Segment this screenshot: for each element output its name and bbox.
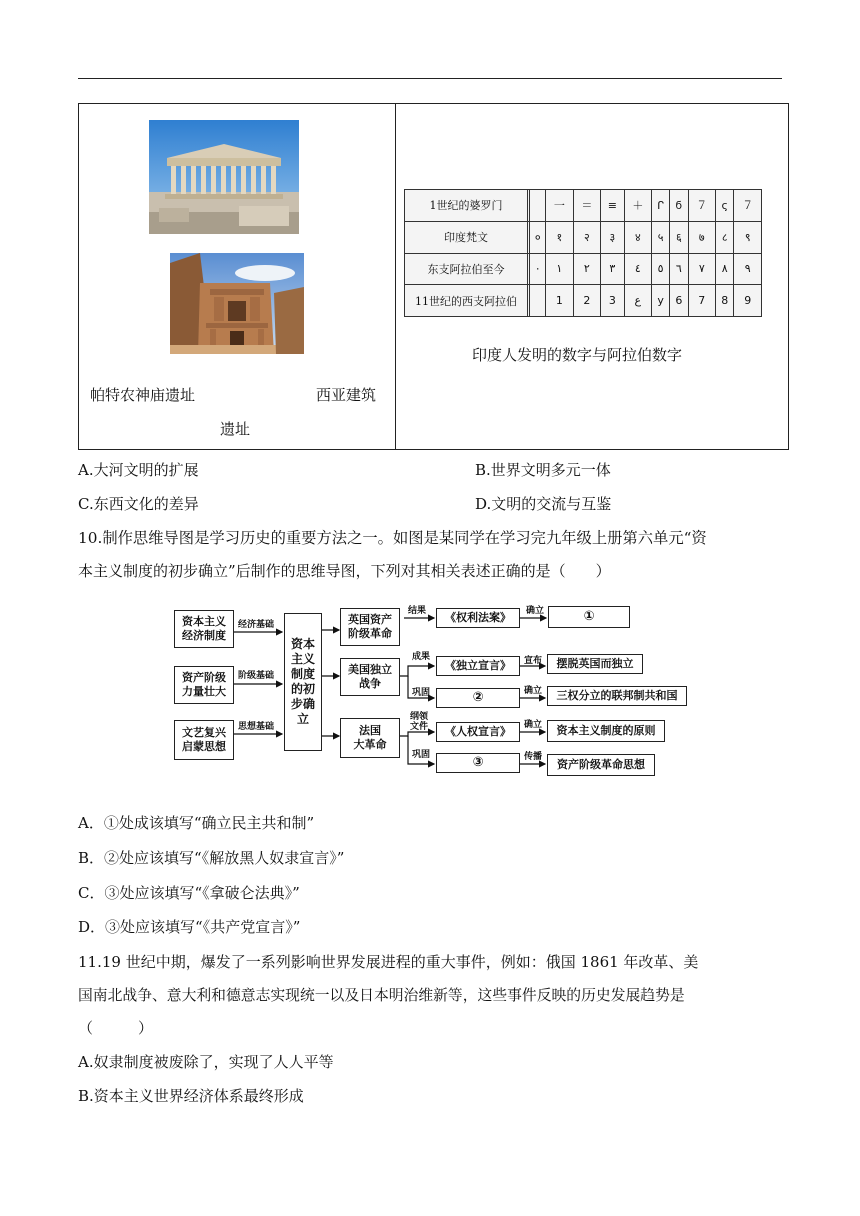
numeral-cell: ٧ [688,253,716,285]
q10-option-d[interactable]: D．③处应该填写“《共产党宣言》” [78,918,301,936]
label-confirm-2: 确立 [524,686,543,696]
q11-stem-line1: 11.19 世纪中期，爆发了一系列影响世界发展进程的重大事件，例如：俄国 1861 年改革、美 [78,953,699,971]
label-economic-basis: 经济基础 [238,620,275,630]
numeral-cell: ٢ [573,253,601,285]
q10-option-a[interactable]: A．①处成该填写“确立民主共和制” [78,814,315,832]
numeral-cell: ς [716,190,734,222]
numeral-cell: ٩ [734,253,762,285]
node-declaration-independence: 《独立宣言》 [436,656,520,676]
numeral-cell: ٨ [716,253,734,285]
numeral-cell: ५ [652,221,670,253]
numeral-cell: y [652,285,670,317]
numeral-cell: ٦ [670,253,688,285]
caption-west-asia-cont: 遗址 [220,420,251,438]
label-declare: 宣布 [524,656,543,666]
numeral-cell: ＝ [573,190,601,222]
numeral-row-label: 印度梵文 [405,221,528,253]
numeral-cell: ≡ [601,190,624,222]
node-federal-republic: 三权分立的联邦制共和国 [547,686,687,706]
numeral-row-label: 东支阿拉伯至今 [405,253,528,285]
numeral-cell: ८ [716,221,734,253]
numeral-cell: 2 [573,285,601,317]
numeral-cell: ع [624,285,652,317]
numeral-cell: ६ [670,221,688,253]
q10-option-c[interactable]: C．③处应该填写“《拿破仑法典》” [78,884,300,902]
numeral-cell [530,190,546,222]
q9-option-b[interactable]: B.世界文明多元一体 [475,461,611,479]
numeral-row [405,221,762,253]
label-thought-basis: 思想基础 [238,722,275,732]
numeral-cell [530,285,546,317]
image-table [78,103,789,450]
numeral-cell: 3 [601,285,624,317]
label-achievement: 成果 [412,652,431,662]
q11-option-a[interactable]: A.奴隶制度被废除了，实现了人人平等 [78,1053,334,1071]
q9-option-d[interactable]: D.文明的交流与互鉴 [475,495,612,513]
q11-option-b[interactable]: B.资本主义世界经济体系最终形成 [78,1087,304,1105]
label-confirm-1: 确立 [526,606,545,616]
numeral-cell: ٣ [601,253,624,285]
numeral-cell: ７ [734,190,762,222]
label-spread: 传播 [524,752,543,762]
q9-option-a[interactable]: A.大河文明的扩展 [78,461,199,479]
caption-parthenon: 帕特农神庙遗址 [90,386,196,404]
numeral-cell: ７ [688,190,716,222]
label-program-document: 纲领 文件 [410,712,429,732]
numeral-cell: ＋ [624,190,652,222]
label-confirm-3: 确立 [524,720,543,730]
node-declaration-rights-of-man: 《人权宣言》 [436,722,520,742]
numeral-cell: ٤ [624,253,652,285]
node-enlightenment: 文艺复兴 启蒙思想 [174,720,234,760]
node-blank-3: ③ [436,753,520,773]
numeral-cell: ३ [601,221,624,253]
node-bill-of-rights: 《权利法案》 [436,608,520,628]
mind-map [172,604,692,782]
parthenon-photo [149,120,299,234]
numeral-cell: 7 [688,285,716,317]
numeral-cell: 8 [716,285,734,317]
numeral-cell: ٠ [530,253,546,285]
q9-option-c[interactable]: C.东西文化的差异 [78,495,199,513]
label-consolidate-2: 巩固 [412,750,431,760]
node-central-topic: 资本 主义 制度 的初 步确 立 [284,613,322,751]
caption-numerals: 印度人发明的数字与阿拉伯数字 [472,346,683,364]
node-blank-1: ① [548,606,630,628]
node-american-independence: 美国独立 战争 [340,658,400,696]
numeral-cell: ١ [546,253,574,285]
numeral-cell: ० [530,221,546,253]
numeral-row [405,253,762,285]
numeral-row-label: 1世纪的婆罗门 [405,190,528,222]
caption-west-asia: 西亚建筑 [316,386,377,404]
node-capitalist-principles: 资本主义制度的原则 [547,720,665,742]
numeral-cell: ४ [624,221,652,253]
q11-stem-line2: 国南北战争、意大利和德意志实现统一以及日本明治维新等，这些事件反映的历史发展趋势是 [78,987,685,1004]
label-class-basis: 阶级基础 [238,671,275,681]
node-french-revolution: 法国 大革命 [340,718,400,758]
node-capitalist-economy: 资本主义 经济制度 [174,610,234,648]
q11-stem-line3: （ ） [78,1019,154,1037]
numeral-cell: 1 [546,285,574,317]
node-bourgeoisie-growth: 资产阶级 力量壮大 [174,666,234,704]
numeral-row-label: 11世纪的西支阿拉伯 [405,285,528,317]
numeral-cell: 一 [546,190,574,222]
node-blank-2: ② [436,688,520,708]
node-english-revolution: 英国资产 阶级革命 [340,608,400,646]
q10-stem-line1: 10.制作思维导图是学习历史的重要方法之一。如图是某同学在学习完九年级上册第六单元“资 [78,529,707,547]
numeral-row [405,190,762,222]
numeral-cell: २ [573,221,601,253]
numeral-cell: 6 [670,285,688,317]
numeral-cell: 9 [734,285,762,317]
q10-stem-line2: 本主义制度的初步确立”后制作的思维导图，下列对其相关表述正确的是（ ） [78,562,611,580]
node-revolutionary-thought: 资产阶级革命思想 [547,754,655,776]
node-independence-from-britain: 摆脱英国而独立 [547,654,643,674]
numeral-comparison-table [404,189,762,317]
numeral-cell: ९ [734,221,762,253]
q10-option-b[interactable]: B．②处应该填写“《解放黑人奴隶宣言》” [78,849,345,867]
numeral-cell: ϭ [670,190,688,222]
numeral-cell: ७ [688,221,716,253]
label-result: 结果 [408,606,427,616]
numeral-cell: १ [546,221,574,253]
numeral-row [405,285,762,317]
header-rule [78,78,782,79]
numeral-cell: ٥ [652,253,670,285]
numeral-cell: ᒋ [652,190,670,222]
table-divider [395,104,396,449]
west-asia-architecture-photo [170,253,304,354]
label-consolidate-1: 巩固 [412,688,431,698]
